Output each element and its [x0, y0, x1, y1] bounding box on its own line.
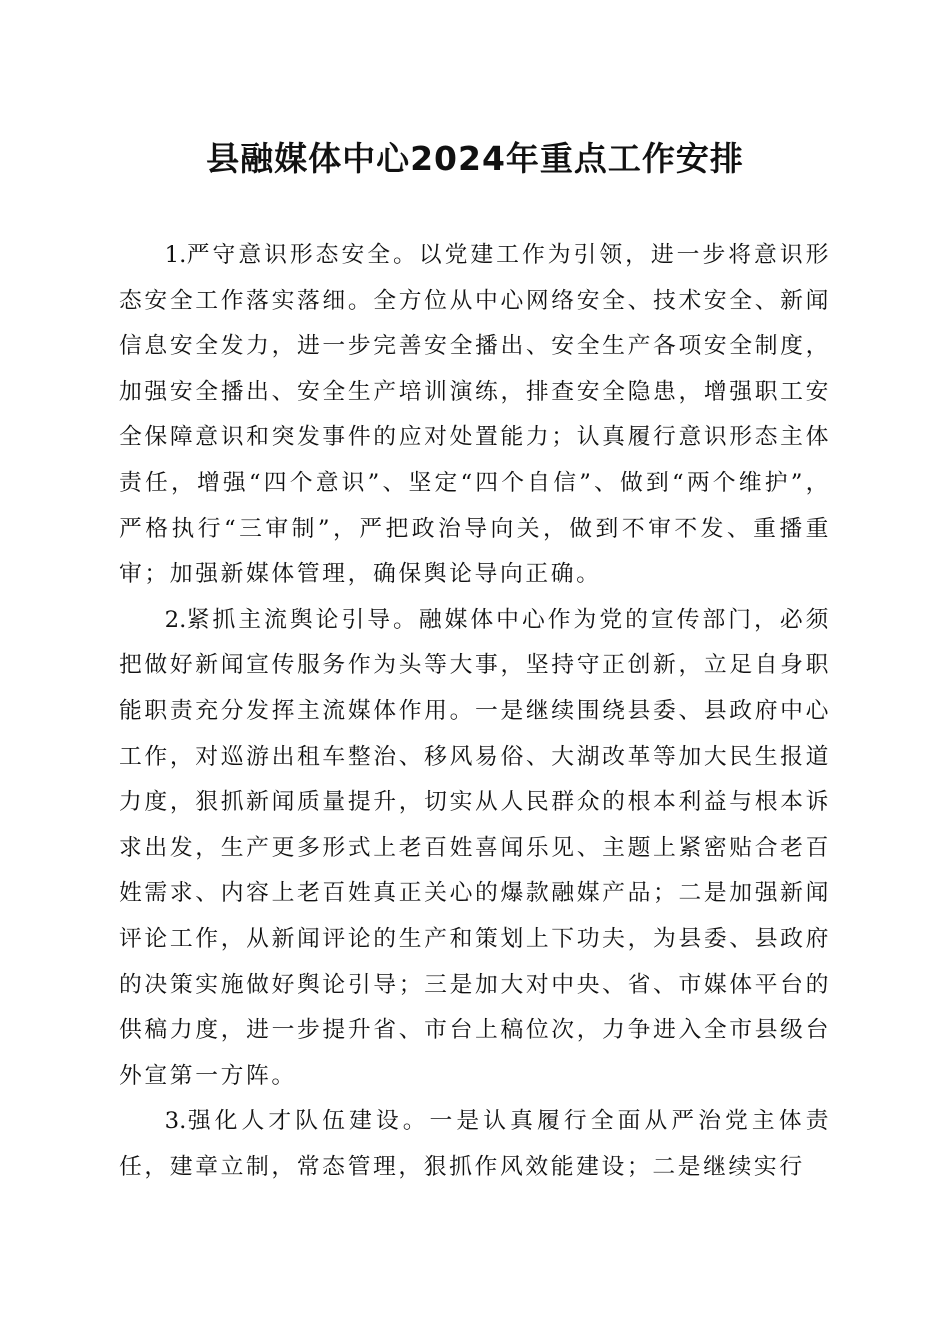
document-body: [119, 233, 831, 1190]
paragraph-number: 1.: [164, 242, 187, 268]
paragraph-text: 强化人才队伍建设。一是认真履行全面从严治党主体责任，建章立制，常态管理，狠抓作风效能建设；二是继续实行: [119, 1108, 831, 1180]
paragraph-text: 紧抓主流舆论引导。融媒体中心作为党的宣传部门，必须把做好新闻宣传服务作为头等大事，坚持守正创新，立足自身职能职责充分发挥主流媒体作用。一是继续围绕县委、县政府中心工作，对巡游出租车整治、移风易俗、大湖改革等加大民生报道力度，狠抓新闻质量提升，切实从人民群众的根本利益与根本诉求出发，生产更多形式上老百姓喜闻乐见、主题上紧密贴合老百姓需求、内容上老百姓真正关心的爆款融媒产品；二是加强新闻评论工作，从新闻评论的生产和策划上下功夫，为县委、县政府的决策实施做好舆论引导；三是加大对中央、省、市媒体平台的供稿力度，进一步提升省、市台上稿位次，力争进入全市县级台外宣第一方阵。: [119, 606, 831, 1089]
document-title: 县融媒体中心2024年重点工作安排: [206, 139, 744, 178]
paragraph-text: 严守意识形态安全。以党建工作为引领，进一步将意识形态安全工作落实落细。全方位从中心网络安全、技术安全、新闻信息安全发力，进一步完善安全播出、安全生产各项安全制度，加强安全播出、安全生产培训演练，排查安全隐患，增强职工安全保障意识和突发事件的应对处置能力；认真履行意识形态主体责任，增强“四个意识”、坚定“四个自信”、做到“两个维护”，严格执行“三审制”，严把政治导向关，做到不审不发、重播重审；加强新媒体管理，确保舆论导向正确。: [119, 242, 831, 588]
paragraph-2: [119, 598, 831, 1100]
paragraph-3: [119, 1099, 831, 1190]
paragraph-1: [119, 233, 831, 598]
paragraph-number: 2.: [164, 606, 187, 633]
paragraph-number: 3.: [164, 1108, 187, 1135]
